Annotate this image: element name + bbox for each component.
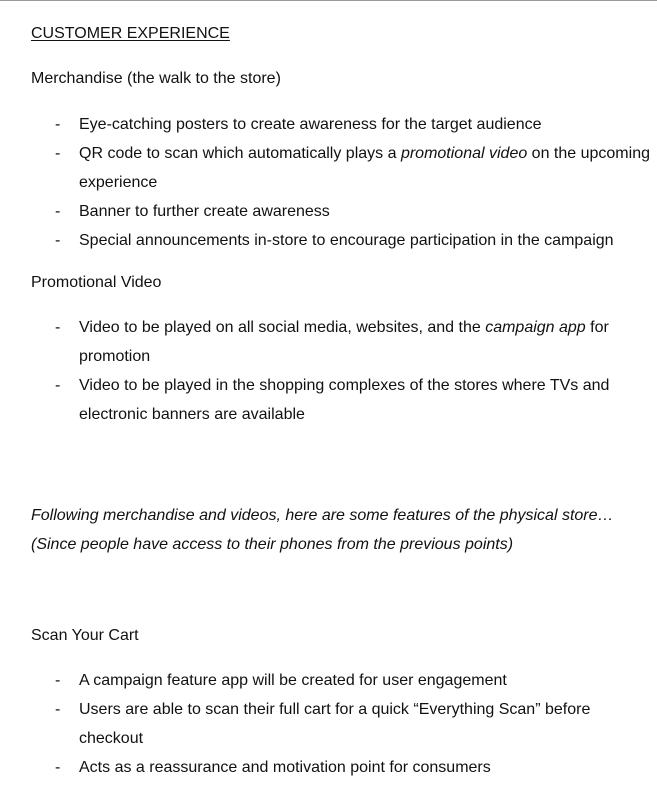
transition-note-line-2: (Since people have access to their phones from the previous points) xyxy=(31,536,514,553)
emphasis-promotional-video: promotional video xyxy=(400,145,528,162)
list-item-text: Acts as a reassurance and motivation point for consumers xyxy=(79,759,491,776)
bullet-dash: - xyxy=(55,203,61,220)
list-item-text: A campaign feature app will be created for user engagement xyxy=(79,672,507,689)
list-item-text-end: for promotion xyxy=(79,319,609,365)
transition-note-line-1: Following merchandise and videos, here are some features of the physical store… xyxy=(31,507,614,524)
list-item xyxy=(31,139,651,197)
scan-your-cart-list xyxy=(31,666,651,782)
bullet-dash: - xyxy=(55,232,61,249)
merchandise-list xyxy=(31,110,651,255)
document-body xyxy=(31,22,651,782)
list-item xyxy=(31,753,651,782)
list-item xyxy=(31,313,651,371)
bullet-dash: - xyxy=(55,377,61,394)
emphasis-campaign-app: campaign app xyxy=(485,319,586,336)
list-item xyxy=(31,666,651,695)
section-heading-scan-your-cart: Scan Your Cart xyxy=(31,627,139,644)
transition-note xyxy=(31,501,651,559)
list-item xyxy=(31,110,651,139)
bullet-dash: - xyxy=(55,145,61,162)
bullet-dash: - xyxy=(55,759,61,776)
list-item-text xyxy=(79,319,609,365)
list-item xyxy=(31,197,651,226)
document-title: CUSTOMER EXPERIENCE xyxy=(31,25,230,42)
list-item-text-start: QR code to scan which automatically plays a xyxy=(79,145,401,162)
list-item xyxy=(31,226,651,255)
bullet-dash: - xyxy=(55,701,61,718)
bullet-dash: - xyxy=(55,319,61,336)
bullet-dash: - xyxy=(55,672,61,689)
list-item xyxy=(31,695,651,753)
page-top-border xyxy=(0,0,657,1)
list-item-text: Eye-catching posters to create awareness for the target audience xyxy=(79,116,542,133)
section-heading-promotional-video: Promotional Video xyxy=(31,274,162,291)
list-item-text: Banner to further create awareness xyxy=(79,203,330,220)
list-item-text: Users are able to scan their full cart for a quick “Everything Scan” before checkout xyxy=(79,701,591,747)
promotional-video-list xyxy=(31,313,651,429)
list-item xyxy=(31,371,651,429)
list-item-text-start: Video to be played on all social media, websites, and the xyxy=(79,319,486,336)
list-item-text: Video to be played in the shopping complexes of the stores where TVs and electronic banners are available xyxy=(79,377,610,423)
list-item-text-end: on the upcoming experience xyxy=(79,145,650,191)
list-item-text xyxy=(79,145,650,191)
section-heading-merchandise: Merchandise (the walk to the store) xyxy=(31,70,281,87)
list-item-text: Special announcements in-store to encourage participation in the campaign xyxy=(79,232,614,249)
bullet-dash: - xyxy=(55,116,61,133)
